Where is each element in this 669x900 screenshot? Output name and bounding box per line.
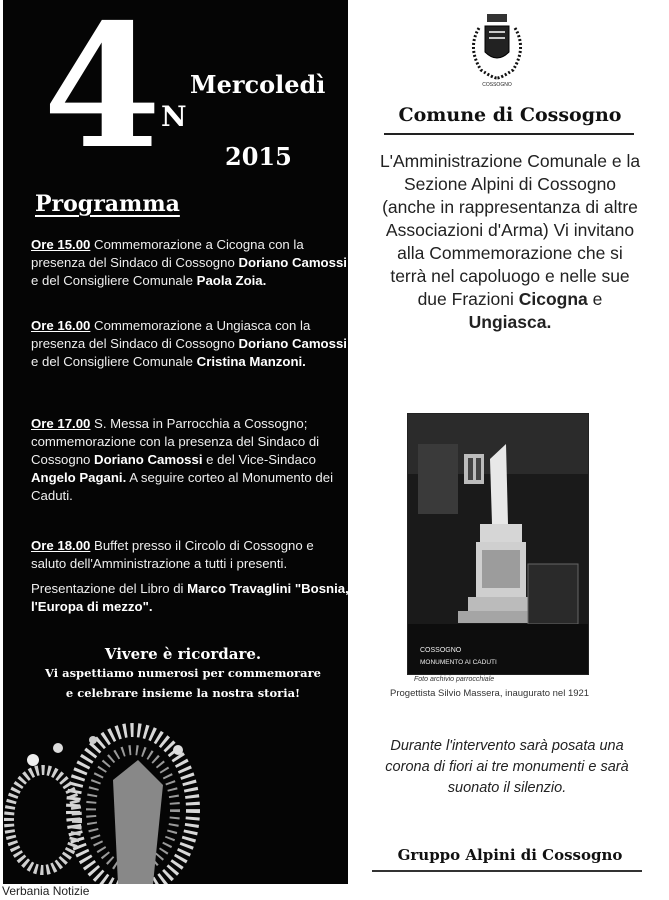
conjunction: e: [587, 289, 603, 309]
inscription-line-1: COSSOGNO: [420, 647, 462, 654]
organizer-divider: [372, 870, 642, 872]
weekday: Mercoledì: [190, 70, 326, 99]
bold-name: Doriano Camossi: [94, 452, 203, 467]
program-time: Ore 16.00: [31, 318, 91, 333]
invitation-text: [378, 150, 642, 334]
program-entry: [31, 236, 349, 290]
program-time: Ore 17.00: [31, 416, 91, 431]
program-panel: [3, 0, 348, 884]
notice-text: Durante l'intervento sarà posata una corona di fiori ai tre monumenti e sarà suonato il silenzio.: [385, 738, 629, 796]
entry-text: e del Consigliere Comunale: [31, 354, 197, 369]
comune-title: Comune di Cossogno: [398, 104, 622, 126]
bold-name: Paola Zoia.: [196, 273, 267, 288]
inscription-line-2: MONUMENTO AI CADUTI: [420, 659, 497, 666]
closing-line-2: e celebrare insieme la nostra storia!: [65, 686, 301, 700]
bold-name: Angelo Pagani.: [31, 470, 127, 485]
photo-caption: Foto archivio parrocchiale: [414, 676, 495, 683]
frazione-cicogna: Cicogna: [518, 289, 588, 309]
entry-text: e del Consigliere Comunale: [31, 273, 197, 288]
program-time: Ore 18.00: [31, 538, 91, 553]
day-number: 4: [43, 0, 158, 187]
program-entry: [31, 537, 349, 573]
photo-credit: Progettista Silvio Massera, inaugurato nel 1921: [390, 688, 590, 699]
closing-headline: Vivere è ricordare.: [104, 645, 262, 663]
closing-line-1: Vi aspettiamo numerosi per commemorare: [45, 666, 321, 680]
entry-text: Buffet presso il Circolo di Cossogno e saluto dell'Amministrazione a tutti i presenti.: [31, 538, 314, 571]
source-watermark: Verbania Notizie: [2, 884, 90, 898]
crest-label: COSSOGNO: [482, 82, 512, 88]
program-time: Ore 15.00: [31, 237, 91, 252]
bold-name: Cristina Manzoni.: [196, 354, 306, 369]
program-entry: [31, 415, 349, 505]
year: 2015: [225, 142, 292, 171]
entry-text: e del Vice-Sindaco: [202, 452, 316, 467]
monument-photo: [407, 413, 589, 675]
entry-text: Commemorazione a Ungiasca con la presenza del Sindaco di Cossogno: [31, 318, 311, 351]
bold-name: Marco Travaglini "Bosnia, l'Europa di mezzo".: [31, 581, 349, 614]
entry-text: S. Messa in Parrocchia a Cossogno; commemorazione con la presenza del Sindaco di Cossogno: [31, 416, 320, 467]
entry-text: A seguire corteo al Monumento dei Caduti.: [31, 470, 333, 503]
invitation-body: L'Amministrazione Comunale e la Sezione Alpini di Cossogno (anche in rappresentanza di altre Associazioni d'Arma) Vi invitano alla Commemorazione che si terrà nel capoluogo e nelle sue due Frazioni: [379, 151, 641, 309]
book-presentation: [31, 580, 349, 616]
coat-of-arms-icon: [463, 12, 531, 90]
entry-text: Commemorazione a Cicogna con la presenza del Sindaco di Cossogno: [31, 237, 304, 270]
programma-title: Programma: [35, 191, 180, 217]
day-suffix: N: [161, 100, 187, 133]
frazione-ungiasca: Ungiasca.: [468, 312, 552, 332]
program-entry: [31, 317, 349, 371]
bold-name: Doriano Camossi: [238, 255, 347, 270]
bold-name: Doriano Camossi: [238, 336, 347, 351]
wreath-photo: [3, 700, 203, 884]
organizer-name: Gruppo Alpini di Cossogno: [397, 846, 623, 864]
invitation-panel: [350, 0, 669, 884]
title-divider: [384, 133, 634, 135]
entry-text: Presentazione del Libro di: [31, 581, 188, 596]
